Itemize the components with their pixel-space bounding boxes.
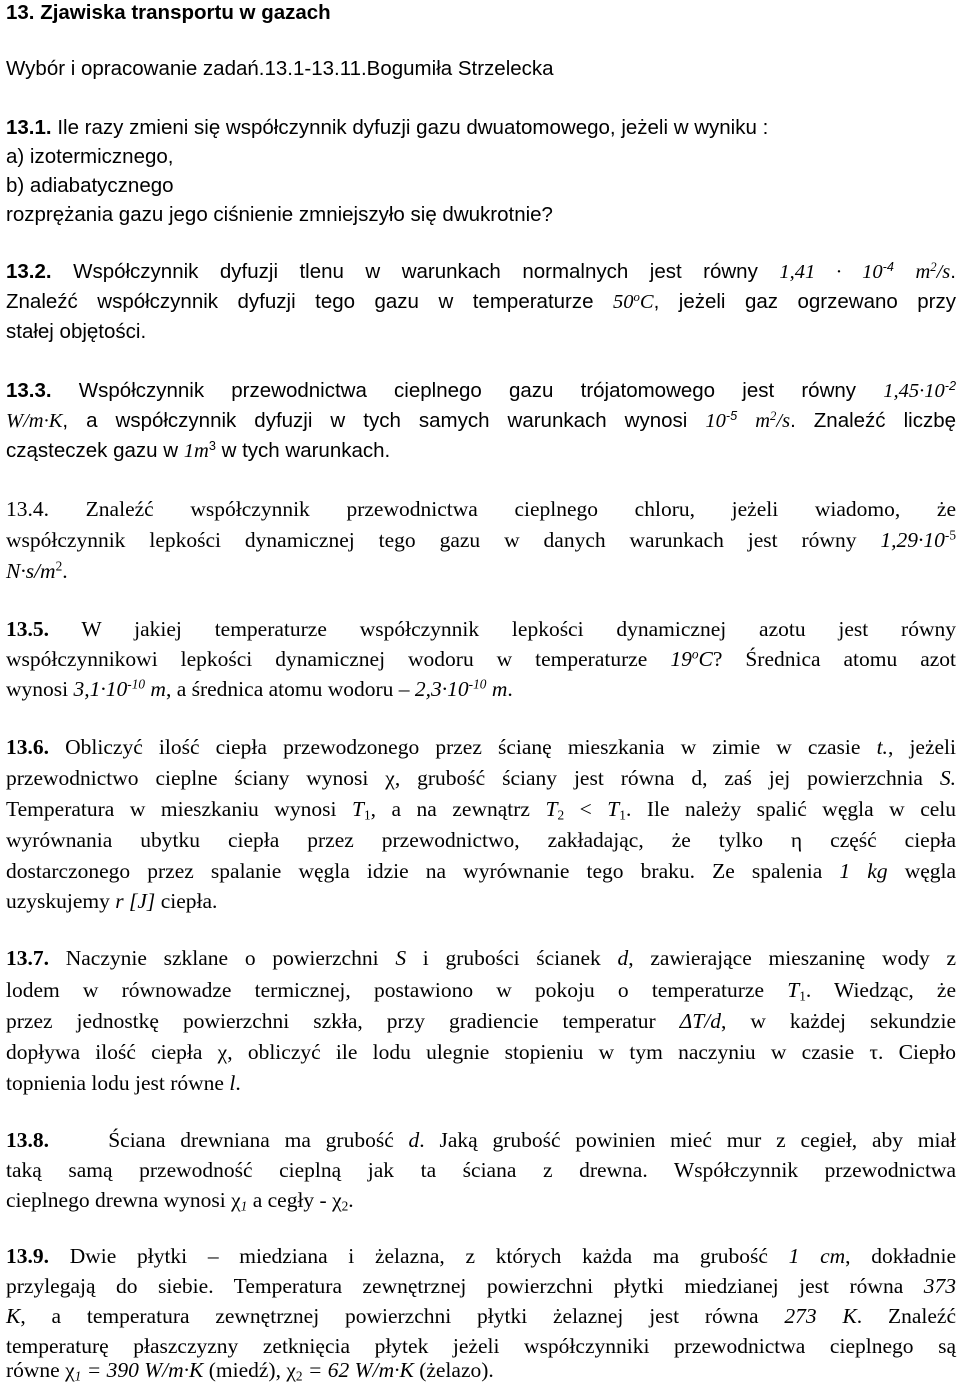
problem-13-5-line-2: współczynnikowi lepkości dynamicznej wodoru w temperaturze 19$^o$C? Średnica atomu azot xyxy=(6,646,956,671)
problem-13-7-line-2: lodem w równowadze termicznej, postawiono w pokoju o temperaturze $T_1$. Wiedząc, że xyxy=(6,978,957,1004)
problem-13-3-line-1: 13.3. Współczynnik przewodnictwa cieplnego gazu trójatomowego jest równy $1,45\cdot 10^{-2}$ xyxy=(6,378,957,402)
problem-13-5-line-3: wynosi $3,1\cdot 10^{-10}$ m, a średnica atomu wodoru – $2,3\cdot 10^{-10}$ m. xyxy=(6,676,513,701)
problem-number: 13.7. xyxy=(6,946,49,970)
problem-number: 13.8. xyxy=(6,1128,49,1152)
page-subtitle: Wybór i opracowanie zadań.13.1-13.11.Bogumiła Strzelecka xyxy=(6,57,554,80)
problem-13-6-line-1: 13.6. Obliczyć ilość ciepła przewodzonego przez ścianę mieszkania w zimie w czasie t., jeżeli xyxy=(6,735,956,759)
problem-number: 13.5. xyxy=(6,617,49,641)
problem-13-4-line-1: 13.4. Znaleźć współczynnik przewodnictwa cieplnego chloru, jeżeli wiadomo, że xyxy=(6,497,957,521)
problem-number: 13.3. xyxy=(6,379,52,402)
problem-13-7-line-3: przez jednostkę powierzchni szkła, przy gradiencie temperatur ΔT/d, w każdej sekundzie xyxy=(6,1009,956,1033)
problem-13-8-line-3: cieplnego drewna wynosi $\chi_1$ a cegły - $\chi_2$. xyxy=(6,1188,354,1214)
problem-13-4-line-3: $N\cdot s/m^2$. xyxy=(6,558,68,583)
problem-13-9-line-1: 13.9. Dwie płytki – miedziana i żelazna, z których każda ma grubość 1 cm, dokładnie xyxy=(6,1244,956,1268)
problem-13-9-line-3: K, a temperatura zewnętrznej powierzchni płytki żelaznej jest równa 273 K. Znaleźć xyxy=(6,1304,956,1328)
problem-13-2-line-1: 13.2. Współczynnik dyfuzji tlenu w warunkach normalnych jest równy $1,41 \cdot 10^{-4}$ $m^2/s$. xyxy=(6,259,956,283)
problem-number: 13.4. xyxy=(6,497,49,521)
problem-13-3-line-3: cząsteczek gazu w $1m^3$ w tych warunkach. xyxy=(6,438,391,462)
problem-13-9-line-2: przylegają do siebie. Temperatura zewnętrznej powierzchni płytki miedzianej jest równa 373 xyxy=(6,1274,956,1298)
problem-13-9-line-5: równe $\chi_1 = 390$ W/m·K (miedź), $\chi_2 = 62$ W/m·K (żelazo). xyxy=(6,1358,494,1384)
problem-13-6-line-6: uzyskujemy r [J] ciepła. xyxy=(6,889,218,913)
problem-13-1-line-1: 13.1. Ile razy zmieni się współczynnik dyfuzji gazu dwuatomowego, jeżeli w wyniku : xyxy=(6,116,769,139)
problem-13-6-line-3: Temperatura w mieszkaniu wynosi $T_1$, a na zewnątrz $T_2 < T_1$. Ile należy spalić węgla w celu xyxy=(6,797,957,823)
problem-13-2-line-2: Znaleźć współczynnik dyfuzji tego gazu w temperaturze 50$^o$C, jeżeli gaz ogrzewano przy xyxy=(6,290,957,313)
problem-13-3-line-2: W/m·K, a współczynnik dyfuzji w tych samych warunkach wynosi $10^{-5}$ $m^2/s$. Znaleźć liczbę xyxy=(6,408,956,432)
problem-13-2-line-3: stałej objętości. xyxy=(6,320,147,343)
problem-13-1-line-2: a) izotermicznego, xyxy=(6,145,174,168)
problem-13-1-line-3: b) adiabatycznego xyxy=(6,174,174,197)
problem-number: 13.1. xyxy=(6,116,52,139)
problem-13-9-line-4: temperaturę płaszczyzny zetknięcia płytek jeżeli współczynniki przewodnictwa cieplnego są xyxy=(6,1334,956,1358)
problem-13-7-line-4: dopływa ilość ciepła χ, obliczyć ile lodu ulegnie stopieniu w tym naczyniu w czasie τ. Ciepło xyxy=(6,1040,956,1064)
problem-13-6-line-4: wyrównania ubytku ciepła przez przewodnictwo, zakładając, że tylko η część ciepła xyxy=(6,828,956,852)
problem-number: 13.6. xyxy=(6,735,49,759)
problem-13-7-line-5: topnienia lodu jest równe l. xyxy=(6,1071,241,1095)
problem-13-6-line-5: dostarczonego przez spalanie węgla idzie na wyrównanie tego braku. Ze spalenia 1 kg węgla xyxy=(6,859,957,883)
problem-number: 13.2. xyxy=(6,260,52,283)
problem-13-4-line-2: współczynnik lepkości dynamicznej tego gazu w danych warunkach jest równy $1,29\cdot 10^{-5}$ xyxy=(6,527,956,552)
problem-number: 13.9. xyxy=(6,1244,49,1268)
problem-13-5-line-1: 13.5. W jakiej temperaturze współczynnik lepkości dynamicznej azotu jest równy xyxy=(6,617,956,641)
problem-13-8-line-1: 13.8. Ściana drewniana ma grubość d. Jaką grubość powinien mieć mur z cegieł, aby miał xyxy=(6,1128,957,1152)
problem-13-7-line-1: 13.7. Naczynie szklane o powierzchni S i grubości ścianek d, zawierające mieszaninę wody z xyxy=(6,946,956,970)
problem-13-8-line-2: taką samą przewodność cieplną jak ta ściana z drewna. Współczynnik przewodnictwa xyxy=(6,1158,956,1182)
problem-13-6-line-2: przewodnictwo cieplne ściany wynosi χ, grubość ściany jest równa d, zaś jej powierzchnia S. xyxy=(6,766,957,790)
problem-13-1-line-4: rozprężania gazu jego ciśnienie zmniejszyło się dwukrotnie? xyxy=(6,203,553,226)
page-title: 13. Zjawiska transportu w gazach xyxy=(6,1,331,24)
